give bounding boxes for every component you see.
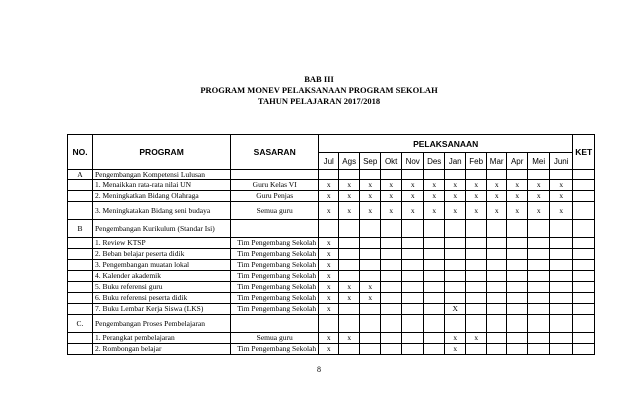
month-mark: x [319,271,339,282]
sasaran-cell: Tim Pengembang Sekolah [231,344,319,355]
col-header-ket: KET [573,135,595,170]
row-number: B [68,220,93,238]
sasaran-cell [231,170,319,180]
month-mark [528,344,550,355]
row-number [68,260,93,271]
month-mark: x [319,202,339,220]
sasaran-cell: Tim Pengembang Sekolah [231,293,319,304]
month-mark [381,315,402,333]
sasaran-cell: Semua guru [231,202,319,220]
month-header: Juni [550,153,573,170]
row-number [68,180,93,191]
document-title: PROGRAM MONEV PELAKSANAAN PROGRAM SEKOLAH [200,85,438,95]
month-mark: x [550,191,573,202]
table-row [68,293,595,304]
month-mark [507,304,528,315]
month-mark: x [319,238,339,249]
month-mark [424,282,445,293]
table-row [68,260,595,271]
month-mark [487,304,507,315]
month-mark [339,271,360,282]
month-mark: x [445,180,466,191]
ket-cell [573,315,595,333]
month-mark [445,249,466,260]
month-mark [424,344,445,355]
month-mark [381,238,402,249]
month-mark: x [466,191,487,202]
month-mark [381,220,402,238]
month-mark: x [360,282,381,293]
month-mark: x [466,180,487,191]
month-mark: x [507,191,528,202]
month-mark [466,249,487,260]
month-mark [360,249,381,260]
section-row [68,315,595,333]
month-mark [339,304,360,315]
month-mark [507,260,528,271]
program-cell: 1. Menaikkan rata-rata nilai UN [93,180,231,191]
month-mark [319,220,339,238]
month-mark [339,170,360,180]
col-header-program: PROGRAM [93,135,231,170]
program-cell: 2. Beban belajar peserta didik [93,249,231,260]
month-mark: x [339,180,360,191]
row-number [68,304,93,315]
col-header-sasaran: SASARAN [231,135,319,170]
month-mark: x [319,260,339,271]
ket-cell [573,271,595,282]
month-mark [466,344,487,355]
academic-year-heading: TAHUN PELAJARAN 2017/2018 [257,96,381,106]
month-mark [507,282,528,293]
table-row [68,333,595,344]
month-mark [360,315,381,333]
month-mark: x [360,293,381,304]
month-mark [528,315,550,333]
month-mark: x [550,180,573,191]
month-mark: x [445,344,466,355]
month-mark [507,170,528,180]
program-cell: Pengembangan Kompetensi Lulusan [93,170,231,180]
month-mark [487,344,507,355]
month-mark: x [381,191,402,202]
month-mark: x [528,180,550,191]
month-mark [550,315,573,333]
month-mark [528,293,550,304]
month-mark: x [339,282,360,293]
month-mark [360,238,381,249]
ket-cell [573,293,595,304]
section-row [68,170,595,180]
month-mark: x [319,293,339,304]
ket-cell [573,282,595,293]
month-mark [466,220,487,238]
program-cell: 2. Meningkatkan Bidang Olahraga [93,191,231,202]
month-header: Jan [445,153,466,170]
month-mark: x [445,333,466,344]
sasaran-cell [231,315,319,333]
month-mark [360,260,381,271]
month-mark [402,304,424,315]
month-mark [487,293,507,304]
month-mark [487,282,507,293]
month-mark [528,260,550,271]
month-mark [550,170,573,180]
month-mark: x [360,180,381,191]
month-mark [507,293,528,304]
month-mark: x [360,202,381,220]
table-row [68,304,595,315]
month-mark [339,249,360,260]
month-mark [528,282,550,293]
month-mark [424,304,445,315]
sasaran-cell [231,220,319,238]
ket-cell [573,344,595,355]
sasaran-cell: Tim Pengembang Sekolah [231,238,319,249]
month-mark: x [507,202,528,220]
month-mark [424,333,445,344]
month-mark [381,333,402,344]
month-mark: x [466,333,487,344]
month-mark [507,249,528,260]
month-mark [550,238,573,249]
month-mark: x [319,191,339,202]
col-header-no: NO. [68,135,93,170]
month-mark [424,260,445,271]
table-row [68,191,595,202]
month-mark [487,220,507,238]
month-mark: x [381,180,402,191]
month-mark: x [487,202,507,220]
program-cell: 5. Buku referensi guru [93,282,231,293]
sasaran-cell: Tim Pengembang Sekolah [231,260,319,271]
month-mark [424,238,445,249]
month-header: Ags [339,153,360,170]
month-mark [550,249,573,260]
row-number [68,344,93,355]
program-cell: Pengembangan Proses Pembelajaran [93,315,231,333]
month-mark [339,220,360,238]
month-mark [550,282,573,293]
month-mark [360,170,381,180]
program-cell: 7. Buku Lembar Kerja Siswa (LKS) [93,304,231,315]
header-row-top [68,135,595,153]
month-mark [381,170,402,180]
month-mark [381,249,402,260]
month-mark [402,271,424,282]
month-mark [487,249,507,260]
month-mark [466,315,487,333]
month-mark [424,220,445,238]
month-header: Sep [360,153,381,170]
month-mark: X [445,304,466,315]
month-mark [466,170,487,180]
row-number [68,333,93,344]
row-number: C. [68,315,93,333]
month-mark: x [360,191,381,202]
month-mark: x [528,202,550,220]
month-mark [402,238,424,249]
month-mark [402,315,424,333]
month-header: Apr [507,153,528,170]
sasaran-cell: Semua guru [231,333,319,344]
sasaran-cell: Tim Pengembang Sekolah [231,271,319,282]
row-number [68,202,93,220]
month-mark: x [402,180,424,191]
month-mark [466,238,487,249]
month-mark: x [402,191,424,202]
ket-cell [573,304,595,315]
ket-cell [573,180,595,191]
table-body [68,170,595,355]
month-mark [319,315,339,333]
month-mark [507,344,528,355]
month-mark [550,333,573,344]
row-number [68,293,93,304]
ket-cell [573,249,595,260]
month-mark [445,220,466,238]
month-mark [339,315,360,333]
month-mark [424,170,445,180]
monev-table [67,134,595,355]
month-mark [487,238,507,249]
month-mark [360,304,381,315]
month-mark [402,249,424,260]
month-mark [466,282,487,293]
ket-cell [573,202,595,220]
month-mark [402,293,424,304]
month-mark [424,293,445,304]
month-mark [445,260,466,271]
month-header: Jul [319,153,339,170]
month-mark [528,220,550,238]
month-mark [507,333,528,344]
month-mark [424,271,445,282]
month-mark [445,238,466,249]
month-mark: x [319,333,339,344]
month-mark [381,304,402,315]
month-mark [487,271,507,282]
month-mark [528,249,550,260]
month-mark [466,260,487,271]
month-mark: x [528,191,550,202]
table-row [68,238,595,249]
month-mark: x [319,180,339,191]
chapter-heading: BAB III [304,74,334,84]
month-mark [360,271,381,282]
program-cell: 3. Meningkatakan Bidang seni budaya [93,202,231,220]
month-mark [528,271,550,282]
month-mark [550,271,573,282]
month-mark [528,304,550,315]
month-mark: x [339,293,360,304]
ket-cell [573,191,595,202]
month-mark: x [507,180,528,191]
month-header: Feb [466,153,487,170]
row-number: A [68,170,93,180]
month-mark: x [550,202,573,220]
month-mark [319,170,339,180]
table-row [68,282,595,293]
month-header: Mei [528,153,550,170]
month-mark: x [466,202,487,220]
month-header: Des [424,153,445,170]
month-mark [487,333,507,344]
month-mark [402,333,424,344]
row-number [68,282,93,293]
month-mark [339,260,360,271]
month-mark [402,170,424,180]
month-mark [445,282,466,293]
month-mark: x [339,333,360,344]
month-mark: x [424,180,445,191]
month-mark: x [424,202,445,220]
month-mark [360,333,381,344]
month-mark [487,315,507,333]
table-row [68,180,595,191]
month-mark: x [487,191,507,202]
month-mark [381,344,402,355]
month-mark: x [319,249,339,260]
table-row [68,271,595,282]
row-number [68,249,93,260]
month-mark: x [487,180,507,191]
month-mark [507,220,528,238]
month-mark [445,293,466,304]
month-mark [424,249,445,260]
month-mark [466,271,487,282]
month-mark [339,344,360,355]
section-row [68,220,595,238]
month-mark [487,170,507,180]
month-mark [445,271,466,282]
program-cell: 1. Perangkat pembelajaran [93,333,231,344]
page-number: 8 [317,365,321,374]
sasaran-cell: Guru Kelas VI [231,180,319,191]
month-mark [381,293,402,304]
program-cell: 3. Pengembangan muatan lokal [93,260,231,271]
month-mark [528,238,550,249]
program-cell: 2. Rombongan belajar [93,344,231,355]
row-number [68,191,93,202]
month-mark [402,344,424,355]
month-mark: x [381,202,402,220]
month-mark: x [319,304,339,315]
month-header: Mar [487,153,507,170]
ket-cell [573,220,595,238]
month-mark: x [339,202,360,220]
month-mark: x [339,191,360,202]
table-row [68,202,595,220]
month-mark [424,315,445,333]
row-number [68,238,93,249]
program-cell: 1. Review KTSP [93,238,231,249]
month-header: Okt [381,153,402,170]
month-mark [507,315,528,333]
month-mark [445,170,466,180]
month-mark [507,238,528,249]
month-mark: x [424,191,445,202]
month-mark [381,282,402,293]
sasaran-cell: Tim Pengembang Sekolah [231,282,319,293]
month-mark [360,344,381,355]
month-mark [402,220,424,238]
table-row [68,344,595,355]
ket-cell [573,170,595,180]
month-mark [550,260,573,271]
month-mark: x [445,191,466,202]
sasaran-cell: Tim Pengembang Sekolah [231,249,319,260]
table-row [68,249,595,260]
ket-cell [573,238,595,249]
month-mark [550,293,573,304]
month-mark [402,260,424,271]
sasaran-cell: Guru Penjas [231,191,319,202]
month-mark [528,333,550,344]
month-mark [466,304,487,315]
month-mark [445,315,466,333]
month-mark [550,344,573,355]
month-mark [339,238,360,249]
month-mark: x [319,344,339,355]
month-mark [381,271,402,282]
month-mark: x [319,282,339,293]
month-mark [487,260,507,271]
program-cell: Pengembangan Kurikulum (Standar Isi) [93,220,231,238]
program-cell: 6. Buku referensi peserta didik [93,293,231,304]
row-number [68,271,93,282]
month-mark [550,304,573,315]
month-mark [402,282,424,293]
month-mark: x [402,202,424,220]
month-mark [360,220,381,238]
month-mark [466,293,487,304]
col-header-pelaksanaan: PELAKSANAAN [319,135,573,153]
program-cell: 4. Kalender akademik [93,271,231,282]
month-header: Nov [402,153,424,170]
month-mark [507,271,528,282]
ket-cell [573,260,595,271]
month-mark [381,260,402,271]
sasaran-cell: Tim Pengembang Sekolah [231,304,319,315]
month-mark [528,170,550,180]
ket-cell [573,333,595,344]
month-mark [550,220,573,238]
month-mark: x [445,202,466,220]
